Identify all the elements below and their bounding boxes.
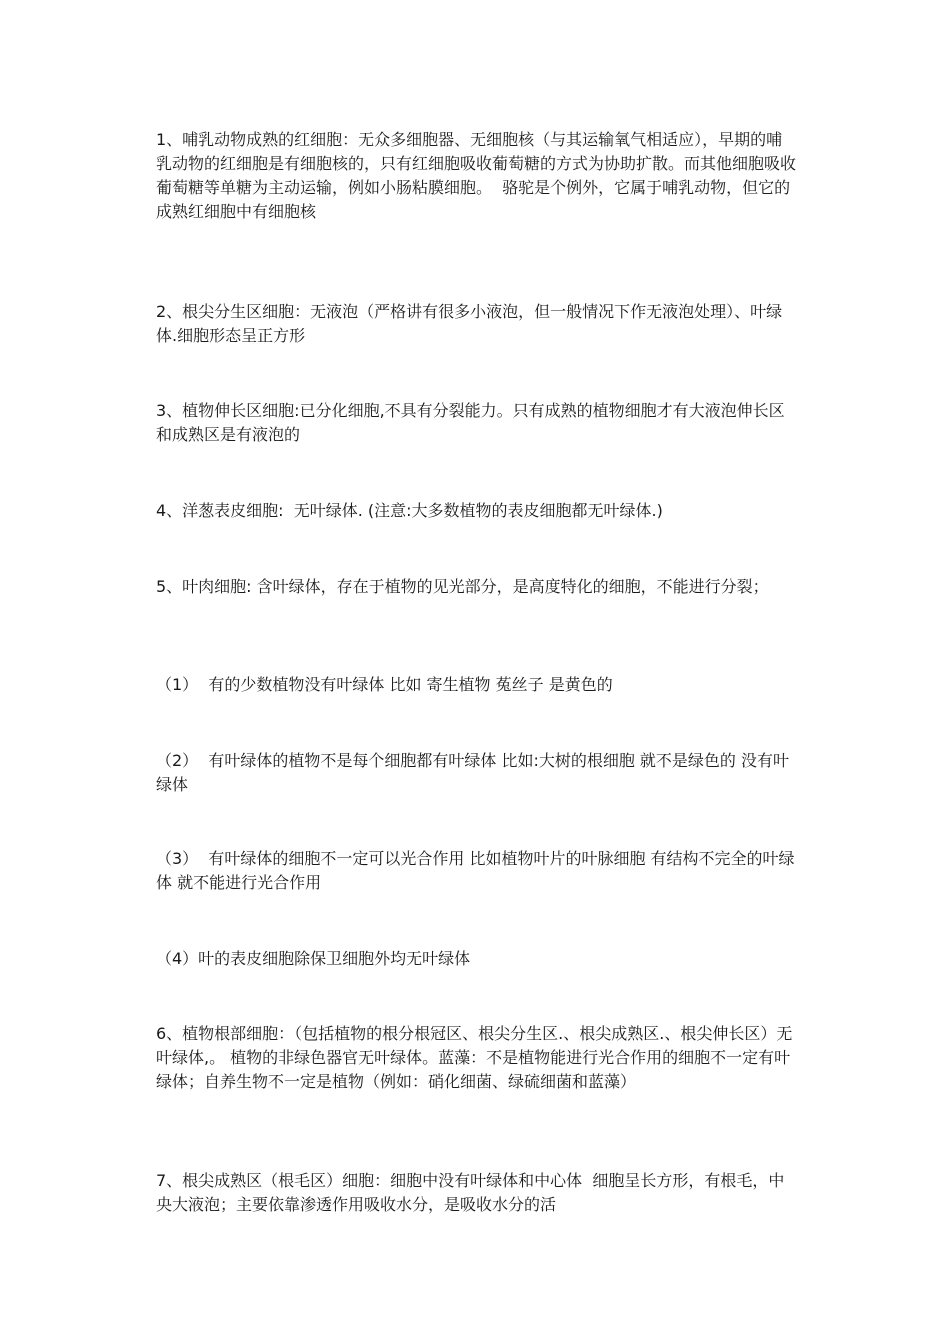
paragraph-note-3: （3） 有叶绿体的细胞不一定可以光合作用 比如植物叶片的叶脉细胞 有结构不完全的叶绿体 就不能进行光合作用	[156, 849, 795, 892]
paragraph-root-cells: 6、植物根部细胞：（包括植物的根分根冠区、根尖分生区.、根尖成熟区.、根尖伸长区）无叶绿体,。 植物的非绿色器官无叶绿体。蓝藻：不是植物能进行光合作用的细胞不一定有叶绿体；自养生物不一定是植物（例如：硝化细菌、绿硫细菌和蓝藻）	[156, 1024, 793, 1091]
paragraph-onion-epidermis-cell: 4、洋葱表皮细胞: 无叶绿体. (注意:大多数植物的表皮细胞都无叶绿体.)	[156, 501, 663, 520]
paragraph-root-meristem-cell: 2、根尖分生区细胞：无液泡（严格讲有很多小液泡，但一般情况下作无液泡处理）、叶绿体.细胞形态呈正方形	[156, 302, 783, 345]
paragraph-note-1: （1） 有的少数植物没有叶绿体 比如 寄生植物 菟丝子 是黄色的	[156, 675, 613, 694]
paragraph-root-hair-zone-cell: 7、根尖成熟区（根毛区）细胞：细胞中没有叶绿体和中心体 细胞呈长方形，有根毛，中央大液泡；主要依靠渗透作用吸收水分，是吸收水分的活	[156, 1171, 785, 1214]
paragraph-note-4: （4）叶的表皮细胞除保卫细胞外均无叶绿体	[156, 949, 471, 968]
paragraph-mammal-red-blood-cell: 1、哺乳动物成熟的红细胞：无众多细胞器、无细胞核（与其运输氧气相适应），早期的哺乳动物的红细胞是有细胞核的，只有红细胞吸收葡萄糖的方式为协助扩散。而其他细胞吸收葡萄糖等单糖为主动运输，例如小肠粘膜细胞。 骆驼是个例外，它属于哺乳动物，但它的成熟红细胞中有细胞核	[156, 130, 797, 221]
paragraph-mesophyll-cell: 5、叶肉细胞: 含叶绿体，存在于植物的见光部分，是高度特化的细胞，不能进行分裂；	[156, 577, 769, 596]
paragraph-elongation-zone-cell: 3、植物伸长区细胞:已分化细胞,不具有分裂能力。只有成熟的植物细胞才有大液泡伸长区和成熟区是有液泡的	[156, 401, 785, 444]
paragraph-note-2: （2） 有叶绿体的植物不是每个细胞都有叶绿体 比如:大树的根细胞 就不是绿色的 没有叶绿体	[156, 751, 790, 794]
